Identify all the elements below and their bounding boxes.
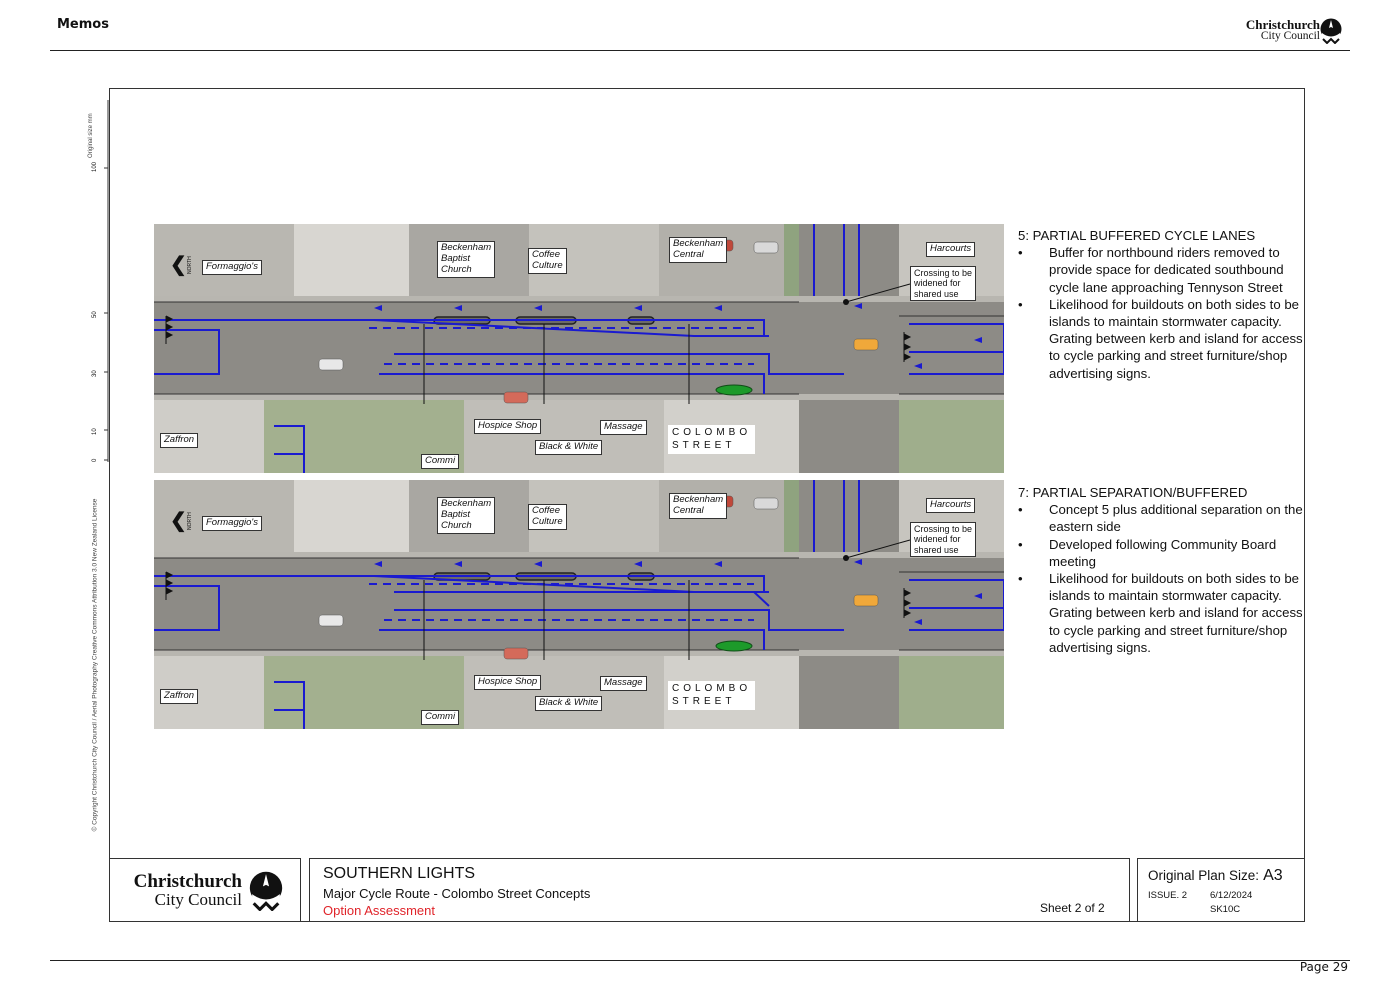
sheet-number: Sheet 2 of 2 [1040, 901, 1105, 915]
title-block-plan-info [1137, 858, 1305, 922]
plan-size [1148, 867, 1283, 885]
north-label: NORTH [187, 256, 193, 274]
drawing-number: SK10C [1210, 904, 1241, 915]
cathedral-icon [247, 871, 285, 911]
concept7-notes [1018, 484, 1303, 656]
label-crossing-note: Crossing to be widened for shared use [910, 266, 976, 301]
label-formaggios: Formaggio's [202, 260, 262, 275]
plan-size-value: A3 [1263, 867, 1283, 884]
copyright-notice: © Copyright Christchurch City Council / Aerial Photography Creative Commons Attribution 3.0 New Zealand License [91, 498, 99, 832]
scale-tick-10: 10 [92, 428, 98, 435]
concept7-bullet: • Concept 5 plus additional separation on the eastern side [1018, 501, 1303, 535]
label-massage: Massage [600, 420, 647, 435]
issue-number: ISSUE. 2 [1148, 890, 1188, 901]
header-rule [50, 50, 1350, 51]
concept7-heading: 7: PARTIAL SEPARATION/BUFFERED [1018, 485, 1248, 500]
plan-panel-concept5 [154, 224, 1004, 473]
label-harcourts: Harcourts [926, 498, 975, 513]
project-title: SOUTHERN LIGHTS [323, 865, 476, 882]
concept7-bullet: • Likelihood for buildouts on both sides to be islands to maintain stormwater capacity. Grating between kerb and island for access to cycle parking and street furniture/shop advertising signs. [1018, 570, 1303, 656]
concept5-notes [1018, 227, 1303, 382]
label-hospice-shop: Hospice Shop [474, 419, 541, 434]
scale-tick-100: 100 [92, 161, 98, 172]
label-colombo-street: COLOMBO STREET [668, 681, 755, 710]
label-beckenham-central: Beckenham Central [669, 237, 727, 263]
concept5-bullet: • Buffer for northbound riders removed to provide space for dedicated southbound cycle lane approaching Tennyson Street [1018, 244, 1303, 296]
scale-caption: Original size mm [88, 113, 94, 158]
north-arrow-icon: ❮ [170, 254, 187, 276]
memo-header-title: Memos [57, 17, 109, 32]
logo-line1: Christchurch [1245, 17, 1320, 32]
scale-bar [86, 100, 112, 464]
tb-logo-line2: City Council [154, 890, 242, 909]
council-logo [1232, 18, 1342, 48]
label-black-white: Black & White [535, 440, 602, 455]
label-massage: Massage [600, 676, 647, 691]
plan-size-label: Original Plan Size: [1148, 868, 1260, 883]
label-baptist-church: Beckenham Baptist Church [437, 497, 495, 534]
project-status: Option Assessment [323, 903, 435, 918]
project-subtitle: Major Cycle Route - Colombo Street Concepts [323, 886, 591, 901]
cathedral-icon [1320, 18, 1342, 44]
label-beckenham-central: Beckenham Central [669, 493, 727, 519]
concept7-bullet: • Developed following Community Board meeting [1018, 536, 1303, 570]
label-commi: Commi [421, 710, 459, 725]
scale-tick-0: 0 [92, 458, 98, 462]
label-zaffron: Zaffron [160, 689, 198, 704]
tb-logo-line1: Christchurch [133, 871, 242, 892]
concept5-heading: 5: PARTIAL BUFFERED CYCLE LANES [1018, 228, 1256, 243]
title-block-logo [109, 858, 301, 922]
page-number: Page 29 [1299, 960, 1348, 974]
concept5-bullet: • Likelihood for buildouts on both sides to be islands to maintain stormwater capacity. Grating between kerb and island for access to cycle parking and street furniture/shop advertising signs. [1018, 296, 1303, 382]
label-black-white: Black & White [535, 696, 602, 711]
street-plan-drawing [154, 224, 1004, 473]
label-zaffron: Zaffron [160, 433, 198, 448]
street-plan-drawing [154, 480, 1004, 729]
label-harcourts: Harcourts [926, 242, 975, 257]
label-coffee-culture: Coffee Culture [528, 504, 567, 530]
label-hospice-shop: Hospice Shop [474, 675, 541, 690]
scale-tick-30: 30 [92, 370, 98, 377]
plan-panel-concept7 [154, 480, 1004, 729]
label-formaggios: Formaggio's [202, 516, 262, 531]
north-arrow-icon: ❮ [170, 510, 187, 532]
label-commi: Commi [421, 454, 459, 469]
footer-rule [50, 960, 1350, 961]
title-block-project [309, 858, 1130, 922]
north-label: NORTH [187, 512, 193, 530]
label-coffee-culture: Coffee Culture [528, 248, 567, 274]
scale-tick-50: 50 [92, 311, 98, 318]
issue-date: 6/12/2024 [1210, 890, 1253, 901]
label-colombo-street: COLOMBO STREET [668, 425, 755, 454]
logo-line2: City Council [1260, 30, 1320, 42]
label-crossing-note: Crossing to be widened for shared use [910, 522, 976, 557]
label-baptist-church: Beckenham Baptist Church [437, 241, 495, 278]
